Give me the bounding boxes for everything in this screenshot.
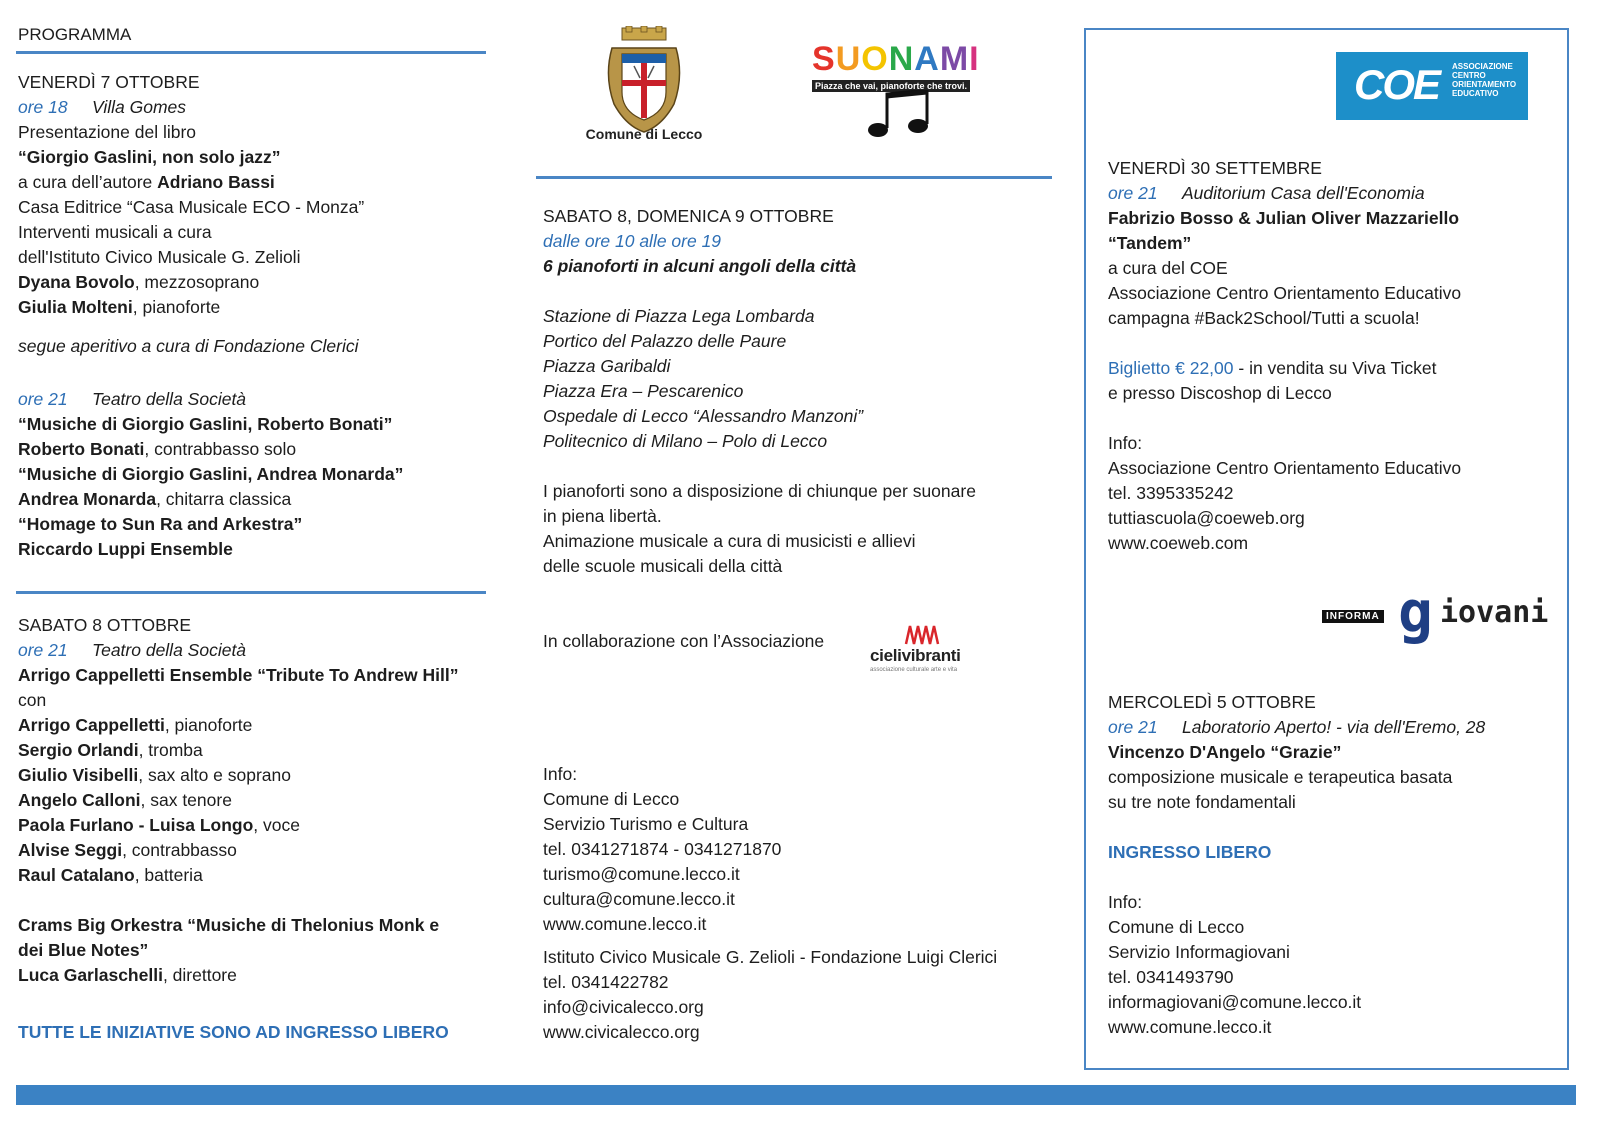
info-line: Associazione Centro Orientamento Educativo [1108,458,1462,478]
event-title: “Musiche di Giorgio Gaslini, Roberto Bonati” [18,414,393,434]
middle-top-rule [536,176,1052,179]
event-text: a cura dell’autore [18,172,158,192]
info-email: info@civicalecco.org [543,997,704,1017]
performer-name: Riccardo Luppi Ensemble [18,539,233,559]
performer-name: Sergio Orlandi [18,740,139,760]
event-title: “Grazie” [1270,742,1342,762]
info-phone: tel. 0341493790 [1108,967,1234,987]
performer-name: Dyana Bovolo [18,272,135,292]
giovani-word: iovani [1440,595,1549,630]
performer-role: , tromba [138,740,203,760]
left-day2 [18,613,488,1045]
right-event2 [1108,690,1568,1040]
event-text: in piena libertà. [543,506,662,526]
event-text: Associazione Centro Orientamento Educativo [1108,283,1462,303]
event-venue: Laboratorio Aperto! - via dell'Eremo, 28 [1182,717,1486,737]
info-line: Comune di Lecco [543,789,680,809]
event-time: ore 21 [18,640,68,660]
event-text: Interventi musicali a cura [18,222,212,242]
info-website: www.comune.lecco.it [543,914,707,934]
info-line: Istituto Civico Musicale G. Zelioli - Fondazione Luigi Clerici [543,947,998,967]
bottom-bar [16,1085,1576,1105]
performer-name: Raul Catalano [18,865,135,885]
performer-name: Andrea Monarda [18,489,157,509]
info-line: Servizio Turismo e Cultura [543,814,749,834]
coe-tagline [1452,62,1516,98]
day1-date: VENERDÌ 7 OTTOBRE [18,72,200,92]
left-day1 [18,70,488,562]
coe-tag-line: ORIENTAMENTO [1452,80,1517,89]
performer-role: , pianoforte [164,715,253,735]
location-item: Portico del Palazzo delle Paure [543,331,787,351]
event-date: SABATO 8, DOMENICA 9 OTTOBRE [543,206,834,226]
event-title: “Tandem” [1108,233,1192,253]
event-text: a cura del COE [1108,258,1228,278]
event-date: VENERDÌ 30 SETTEMBRE [1108,158,1322,178]
event-venue: Villa Gomes [92,97,187,117]
collaboration-text: In collaborazione con l’Associazione [543,631,825,651]
event-text: dell'Istituto Civico Musicale G. Zelioli [18,247,301,267]
performer-role: , contrabbasso [122,840,237,860]
event-text: composizione musicale e terapeutica basata [1108,767,1453,787]
event-text: I pianoforti sono a disposizione di chiunque per suonare [543,481,976,501]
event-venue: Teatro della Società [92,640,247,660]
performer-role: , sax tenore [140,790,232,810]
performer-role: , voce [253,815,300,835]
logo-letter: I [969,40,980,78]
performer-role: , mezzosoprano [134,272,260,292]
coe-letters: COE [1354,61,1440,108]
performer-name: Roberto Bonati [18,439,145,459]
info-email: cultura@comune.lecco.it [543,889,735,909]
performer-name: Giulio Visibelli [18,765,139,785]
event-note: segue aperitivo a cura di Fondazione Clerici [18,336,359,356]
performer-role: , chitarra classica [156,489,292,509]
event-title: Crams Big Orkestra “Musiche di Thelonius Monk e [18,915,440,935]
coe-tag-line: CENTRO [1452,71,1486,80]
performer-role: , direttore [162,965,237,985]
performer-name: Angelo Calloni [18,790,141,810]
location-item: Ospedale di Lecco “Alessandro Manzoni” [543,406,864,426]
performer-role: , batteria [134,865,203,885]
event-title: “Homage to Sun Ra and Arkestra” [18,514,303,534]
info-phone: tel. 0341271874 - 0341271870 [543,839,782,859]
ticket-info: e presso Discoshop di Lecco [1108,383,1332,403]
event-title: dei Blue Notes” [18,940,149,960]
info-website: www.civicalecco.org [543,1022,700,1042]
ticket-info: - in vendita su Viva Ticket [1233,358,1437,378]
event-title: Arrigo Cappelletti Ensemble “Tribute To Andrew Hill” [18,665,459,685]
info-phone: tel. 3395335242 [1108,483,1234,503]
info-phone: tel. 0341422782 [543,972,669,992]
crest-icon [604,26,684,134]
middle-event [543,204,1053,654]
crest-caption: Comune di Lecco [585,126,703,142]
event-text: su tre note fondamentali [1108,792,1296,812]
info-email: informagiovani@comune.lecco.it [1108,992,1362,1012]
event-date: MERCOLEDÌ 5 OTTOBRE [1108,692,1316,712]
performer-name: Luca Garlaschelli [18,965,163,985]
event-text: delle scuole musicali della città [543,556,783,576]
informagiovani-logo [1322,578,1552,650]
event-title: “Giorgio Gaslini, non solo jazz” [18,147,281,167]
free-entry-notice: TUTTE LE INIZIATIVE SONO AD INGRESSO LIBERO [18,1022,449,1042]
suonami-subtitle: Piazza che vai, pianoforte che trovi. [812,80,970,92]
suonami-logo [812,42,992,132]
performer-name: Arrigo Cappelletti [18,715,165,735]
event-venue: Teatro della Società [92,389,247,409]
music-note-icon [864,90,944,140]
middle-info [543,762,1063,1045]
event-venue: Auditorium Casa dell'Economia [1182,183,1425,203]
informa-badge: INFORMA [1322,610,1384,623]
day2-date: SABATO 8 OTTOBRE [18,615,192,635]
info-line: Servizio Informagiovani [1108,942,1290,962]
author-name: Adriano Bassi [157,172,275,192]
cielivibranti-name: cielivibranti [870,646,961,665]
cielivibranti-tagline: associazione culturale arte e vita [870,667,958,673]
performer-role: , sax alto e soprano [138,765,291,785]
event-title: 6 pianoforti in alcuni angoli della città [543,256,857,276]
info-label: Info: [1108,892,1143,912]
logo-letter: U [835,40,862,78]
info-website: www.comune.lecco.it [1108,1017,1272,1037]
location-item: Stazione di Piazza Lega Lombarda [543,306,815,326]
left-top-rule [16,51,486,54]
event-time: ore 21 [1108,717,1158,737]
coe-tag-line: EDUCATIVO [1452,89,1499,98]
logo-letter: M [939,40,970,78]
logo-letter: O [861,40,889,78]
event-text: campagna #Back2School/Tutti a scuola! [1108,308,1420,328]
giovani-g: g [1398,578,1433,646]
location-item: Politecnico di Milano – Polo di Lecco [543,431,828,451]
event-time: dalle ore 10 alle ore 19 [543,231,722,251]
location-item: Piazza Era – Pescarenico [543,381,744,401]
left-mid-rule [16,591,486,594]
suonami-title [812,42,992,76]
info-website: www.coeweb.com [1108,533,1249,553]
location-item: Piazza Garibaldi [543,356,671,376]
info-line: Comune di Lecco [1108,917,1245,937]
performer-name: Fabrizio Bosso & Julian Oliver Mazzariello [1108,208,1460,228]
logo-letter: A [914,40,940,78]
coe-logo [1336,52,1528,120]
logo-letter: N [888,40,915,78]
event-text: con [18,690,47,710]
event-title: “Musiche di Giorgio Gaslini, Andrea Monarda” [18,464,404,484]
event-text: Presentazione del libro [18,122,197,142]
performer-name: Giulia Molteni [18,297,133,317]
comune-crest [585,26,703,142]
performer-name: Alvise Seggi [18,840,123,860]
performer-name: Paola Furlano - Luisa Longo [18,815,254,835]
info-label: Info: [543,764,578,784]
performer-role: , contrabbasso solo [144,439,297,459]
performer-name: Vincenzo D'Angelo [1108,742,1271,762]
right-event1 [1108,156,1568,556]
left-column [18,22,488,47]
program-heading: PROGRAMMA [18,25,132,44]
info-label: Info: [1108,433,1143,453]
performer-role: , pianoforte [132,297,221,317]
event-text: Animazione musicale a cura di musicisti e allievi [543,531,916,551]
logo-letter: S [812,40,836,78]
cielivibranti-logo [870,624,980,684]
coe-tag-line: ASSOCIAZIONE [1452,62,1513,71]
free-entry-notice: INGRESSO LIBERO [1108,842,1272,862]
cielivibranti-icon [904,624,944,646]
info-email: turismo@comune.lecco.it [543,864,740,884]
event-text: Casa Editrice “Casa Musicale ECO - Monza” [18,197,365,217]
ticket-price: Biglietto € 22,00 [1108,358,1234,378]
event-time: ore 21 [18,389,68,409]
event-time: ore 18 [18,97,68,117]
event-time: ore 21 [1108,183,1158,203]
info-email: tuttiascuola@coeweb.org [1108,508,1305,528]
